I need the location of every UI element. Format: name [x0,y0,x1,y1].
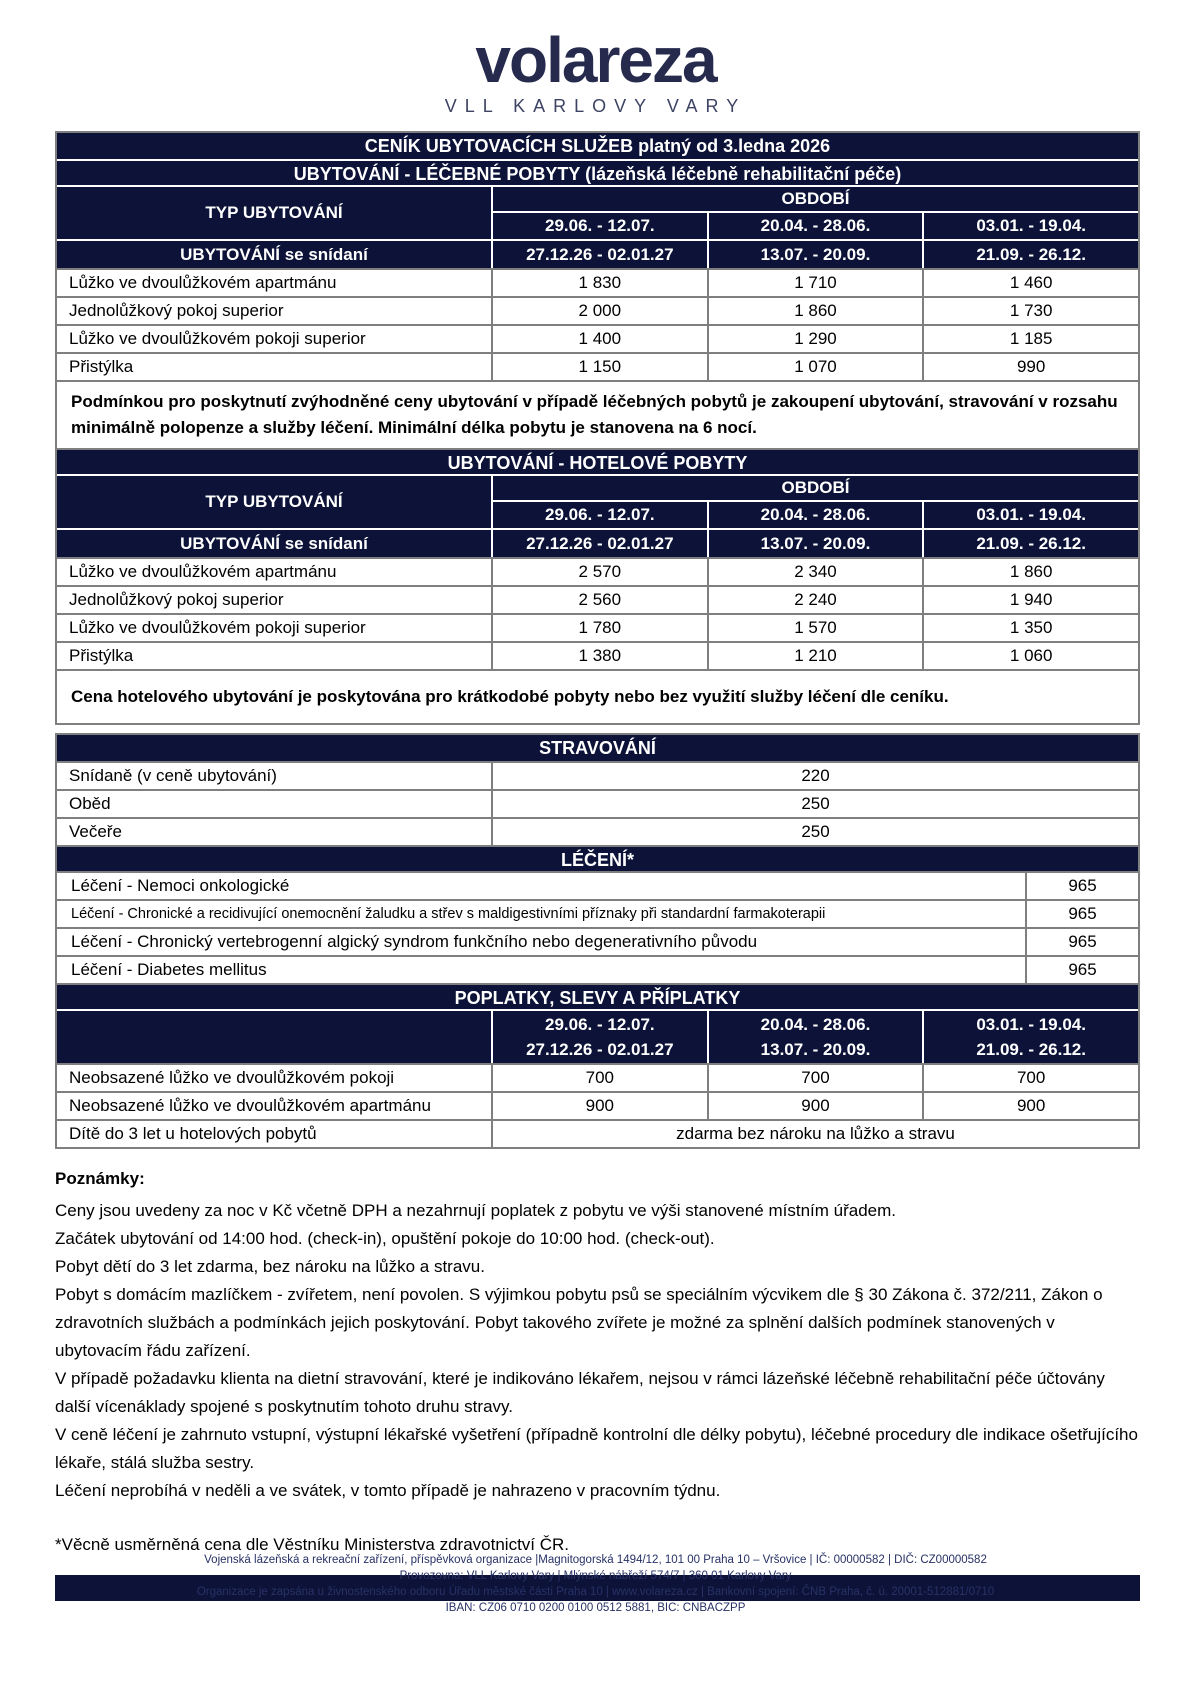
pricelist-title: CENÍK UBYTOVACÍCH SLUŽEB platný od 3.ledna 2026 [57,133,1138,159]
period-line: 27.12.26 - 02.01.27 [526,1040,674,1059]
row-label: Lůžko ve dvoulůžkovém pokoji superior [69,329,366,348]
price-cell: 1 570 [707,615,923,641]
price-cell: 2 340 [707,559,923,585]
price-cell: 1 185 [922,326,1138,352]
period-line: 29.06. - 12.07. [545,1015,655,1034]
footer-line: Organizace je zapsána u živnostenského odboru Úřadu městské části Praha 10 | www.volareza.cz | Bankovní spojení: ČNB Praha, č. ú. 20001-512881/0710 [196,1586,995,1598]
breakfast-subheader: UBYTOVÁNÍ se snídaní [57,530,491,557]
spanning-value-cell: zdarma bez nároku na lůžko a stravu [491,1121,1138,1147]
price-cell: 1 780 [491,615,707,641]
price-cell: 1 710 [707,270,923,296]
note-paragraph: Ceny jsou uvedeny za noc v Kč včetně DPH a nezahrnují poplatek z pobytu ve výši stanovené místním úřadem. [55,1201,896,1220]
row-label: Přistýlka [69,357,134,376]
brand-header [0,0,1191,117]
table-row [57,352,1138,380]
note-paragraph: Léčení neprobíhá v neděli a ve svátek, v tomto případě je nahrazeno v pracovním týdnu. [55,1481,721,1500]
note-paragraph: V případě požadavku klienta na dietní stravování, které je indikováno lékařem, nejsou v rámci lázeňské léčebně rehabilitační péče účtovány další vícenáklady spojené s poskytnutím tohoto druhu stravy. [55,1369,1105,1416]
note-paragraph: Pobyt dětí do 3 let zdarma, bez nároku na lůžko a stravu. [55,1257,485,1276]
table-row [57,557,1138,585]
table-row [57,613,1138,641]
row-label: Lůžko ve dvoulůžkovém apartmánu [69,273,337,292]
price-cell: 1 350 [922,615,1138,641]
price-cell: 2 570 [491,559,707,585]
price-cell: 900 [922,1093,1138,1119]
table-row [57,296,1138,324]
row-label: Lůžko ve dvoulůžkovém pokoji superior [69,618,366,637]
price-cell: 1 830 [491,270,707,296]
table-row [57,268,1138,296]
section-title-leceni: LÉČENÍ* [57,845,1138,871]
price-cell: 1 380 [491,643,707,669]
note-paragraph: V ceně léčení je zahrnuto vstupní, výstupní lékařské vyšetření (případně kontrolní dle délky pobytu), léčebné procedury dle indikace ošetřujícího lékaře, stálá služba sestry. [55,1425,1138,1472]
price-cell: 965 [1025,873,1138,899]
price-cell: 700 [707,1065,923,1091]
price-cell: 250 [491,791,1138,817]
table-row [57,1119,1138,1147]
accommodation-table [55,131,1140,725]
price-cell: 1 210 [707,643,923,669]
price-cell: 1 060 [922,643,1138,669]
period-cell: 13.07. - 20.09. [709,530,923,557]
period-cell: 27.12.26 - 02.01.27 [493,241,707,268]
period-line: 20.04. - 28.06. [760,1015,871,1034]
period-line: 21.09. - 26.12. [976,1040,1086,1059]
footer-line: Provozovna: VLL Karlovy Vary | Mlýnské nábřeží 574/7 | 360 01 Karlovy Vary [399,1570,792,1582]
table-row [57,817,1138,845]
row-label: Léčení - Diabetes mellitus [71,960,267,979]
footer-line: Vojenská lázeňská a rekreační zařízení, příspěvková organizace |Magnitogorská 1494/12, 101 00 Praha 10 – Vršovice | IČ: 00000582 | DIČ: CZ00000582 [204,1554,987,1566]
table-row [57,585,1138,613]
price-footnote: *Věcně usměrněná cena dle Věstníku Ministerstva zdravotnictví ČR. [55,1535,570,1554]
row-label: Léčení - Nemoci onkologické [71,876,290,895]
period-cell: 03.01. - 19.04. [924,502,1138,528]
price-cell: 700 [922,1065,1138,1091]
lecebne-note: Podmínkou pro poskytnutí zvýhodněné ceny ubytování v případě léčebných pobytů je zakoupení ubytování, stravování v rozsahu minimálně polopenze a služby léčení. Minimální délka pobytu je stanovena na 6 nocí. [57,380,1138,448]
typ-ubytovani-header: TYP UBYTOVÁNÍ [57,187,491,239]
period-cell: 20.04. - 28.06. [709,502,923,528]
price-cell: 900 [707,1093,923,1119]
footer-line: IBAN: CZ06 0710 0200 0100 0512 5881, BIC: CNBACZPP [445,1602,746,1614]
hotelove-header [57,474,1138,557]
note-paragraph: Začátek ubytování od 14:00 hod. (check-in), opuštění pokoje do 10:00 hod. (check-out). [55,1229,715,1248]
row-label: Léčení - Chronické a recidivující onemocnění žaludku a střev s maldigestivními příznaky při standardní farmakoterapii [71,906,826,922]
price-cell: 1 150 [491,354,707,380]
price-cell: 990 [922,354,1138,380]
breakfast-subheader: UBYTOVÁNÍ se snídaní [57,241,491,268]
price-cell: 1 940 [922,587,1138,613]
typ-ubytovani-header: TYP UBYTOVÁNÍ [57,476,491,528]
notes-section [55,1165,1140,1559]
period-line: 13.07. - 20.09. [760,1040,871,1059]
row-label: Dítě do 3 let u hotelových pobytů [69,1124,317,1143]
page-footer [0,1552,1191,1616]
note-paragraph: Pobyt s domácím mazlíčkem - zvířetem, není povolen. S výjimkou pobytu psů se speciálním výcvikem dle § 30 Zákona č. 372/211, Zákon o zdravotních službách a podmínkách jejich poskytování. Pobyt takového zvířete je možné za splnění dalších podmínek stanovených v ubytovacím řádu zařízení. [55,1285,1103,1360]
period-cell: 27.12.26 - 02.01.27 [493,530,707,557]
period-cell [709,1011,923,1063]
row-label: Jednolůžkový pokoj superior [69,590,284,609]
row-label: Lůžko ve dvoulůžkovém apartmánu [69,562,337,581]
table-row [57,1063,1138,1091]
hotelove-note: Cena hotelového ubytování je poskytována pro krátkodobé pobyty nebo bez využití služby léčení dle ceníku. [57,669,1138,723]
price-cell: 1 860 [922,559,1138,585]
price-cell: 1 730 [922,298,1138,324]
price-cell: 1 070 [707,354,923,380]
lecebne-header [57,185,1138,268]
notes-heading: Poznámky: [55,1169,145,1188]
price-cell: 965 [1025,901,1138,927]
price-cell: 1 400 [491,326,707,352]
period-cell: 13.07. - 20.09. [709,241,923,268]
table-row [57,761,1138,789]
table-row [57,641,1138,669]
row-label: Léčení - Chronický vertebrogenní algický syndrom funkčního nebo degenerativního původu [71,932,758,951]
obdobi-header: OBDOBÍ [493,187,1138,211]
row-label: Snídaně (v ceně ubytování) [69,766,277,785]
price-cell: 220 [491,763,1138,789]
price-cell: 1 860 [707,298,923,324]
row-label: Neobsazené lůžko ve dvoulůžkovém pokoji [69,1068,395,1087]
row-label: Neobsazené lůžko ve dvoulůžkovém apartmánu [69,1096,431,1115]
period-cell: 03.01. - 19.04. [924,213,1138,239]
period-cell: 29.06. - 12.07. [493,502,707,528]
section-title-hotelove: UBYTOVÁNÍ - HOTELOVÉ POBYTY [57,448,1138,474]
period-cell: 20.04. - 28.06. [709,213,923,239]
price-cell: 2 000 [491,298,707,324]
price-cell: 250 [491,819,1138,845]
services-table [55,733,1140,1149]
price-cell: 900 [491,1093,707,1119]
period-cell [493,1011,707,1063]
period-cell: 21.09. - 26.12. [924,530,1138,557]
brand-logo: volareza [475,24,716,96]
table-row [57,1091,1138,1119]
price-cell: 1 460 [922,270,1138,296]
price-list [55,131,1140,1601]
row-label: Přistýlka [69,646,134,665]
price-cell: 2 240 [707,587,923,613]
table-row [57,789,1138,817]
section-title-lecebne: UBYTOVÁNÍ - LÉČEBNÉ POBYTY (lázeňská léčebně rehabilitační péče) [57,159,1138,185]
brand-subtitle: VLL KARLOVY VARY [444,96,747,116]
table-row [57,927,1138,955]
poplatky-header [57,1009,1138,1063]
period-cell [924,1011,1138,1063]
price-cell: 965 [1025,929,1138,955]
row-label: Jednolůžkový pokoj superior [69,301,284,320]
row-label: Oběd [69,794,111,813]
table-row [57,871,1138,899]
table-row [57,955,1138,983]
obdobi-header: OBDOBÍ [493,476,1138,500]
period-cell: 21.09. - 26.12. [924,241,1138,268]
table-row [57,899,1138,927]
section-title-stravovani: STRAVOVÁNÍ [57,735,1138,761]
section-title-poplatky: POPLATKY, SLEVY A PŘÍPLATKY [57,983,1138,1009]
period-line: 03.01. - 19.04. [976,1015,1086,1034]
row-label: Večeře [69,822,122,841]
period-cell: 29.06. - 12.07. [493,213,707,239]
price-cell: 1 290 [707,326,923,352]
empty-header-cell [57,1011,491,1063]
price-cell: 700 [491,1065,707,1091]
price-cell: 965 [1025,957,1138,983]
price-cell: 2 560 [491,587,707,613]
table-row [57,324,1138,352]
